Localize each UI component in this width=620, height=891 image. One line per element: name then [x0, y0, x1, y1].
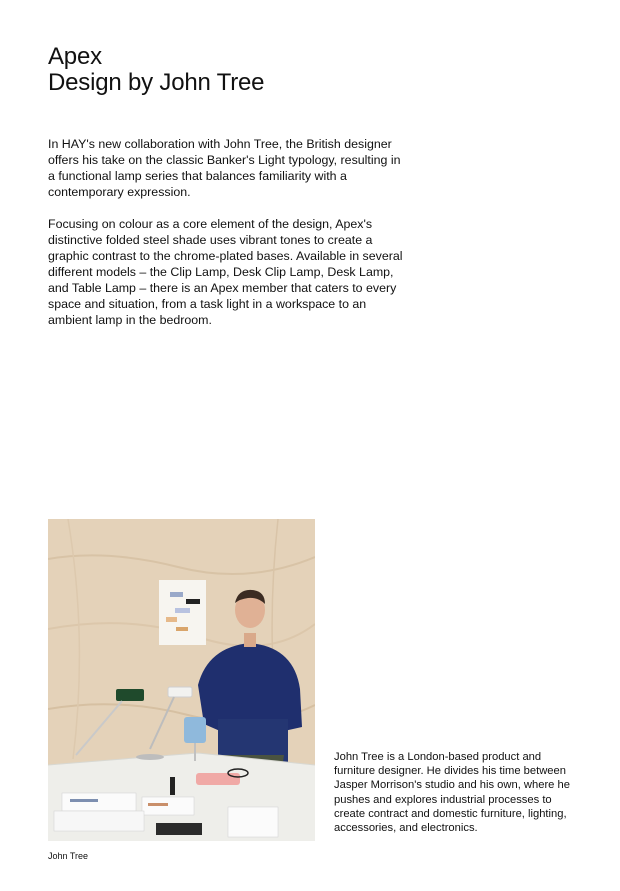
intro-paragraph-1: In HAY's new collaboration with John Tree, the British designer offers his take on the classic Banker's Light typology, resulting in a functional lamp series that balances familiarity with a contemporary expression. [48, 137, 401, 199]
intro-text [48, 136, 408, 344]
page-title [48, 44, 264, 96]
photo-caption: John Tree [48, 851, 89, 861]
intro-paragraph-2: Focusing on colour as a core element of the design, Apex's distinctive folded steel shade uses vibrant tones to create a graphic contrast to the chrome-plated bases. Available in several different models – the Clip Lamp, Desk Clip Lamp, Desk Lamp, and Table Lamp – there is an Apex member that caters to every space and situation, from a task light in a workspace to an ambient lamp in the bedroom. [48, 217, 403, 327]
designer-bio: John Tree is a London-based product and furniture designer. He divides his time between Jasper Morrison's studio and his own, where he pushes and explores industrial processes to create contract and domestic furniture, lighting, accessories, and electronics. [334, 751, 570, 835]
designer-photo [48, 519, 315, 841]
title-product-name: Apex [48, 43, 102, 70]
title-designer-credit: Design by John Tree [48, 69, 265, 96]
